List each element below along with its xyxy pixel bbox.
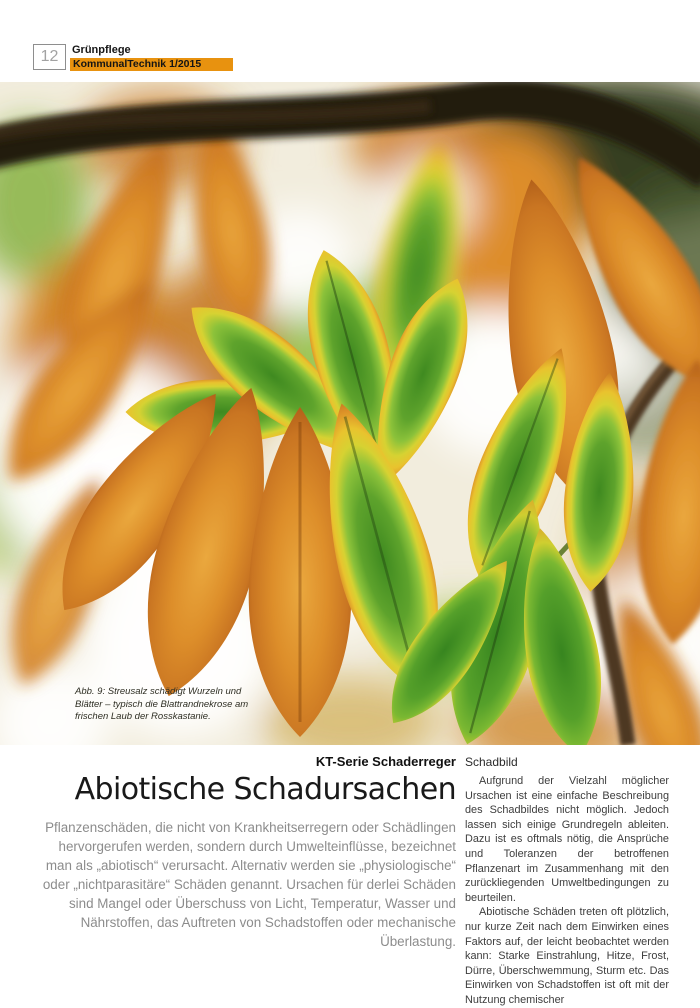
body-paragraph: Abiotische Schäden treten oft plötzlich, nur kurze Zeit nach dem Einwirken eines Faktors auf, der leicht beobachtet werden kann: Starke Einstrahlung, Hitze, Frost, Dürre, Überschwemmung, Sturm etc. Das Einwirken von Schadstoffen ist oft mit der Nutzung chemischer: [465, 906, 669, 1006]
page-number: 12: [40, 48, 59, 65]
article-title: Abiotische Schadursachen: [74, 772, 456, 807]
body-column: [465, 774, 669, 1008]
column-heading: Schadbild: [465, 755, 518, 769]
page-number-box: [33, 44, 66, 70]
article-photo: [0, 82, 700, 745]
issue-bar: KommunalTechnik 1/2015: [70, 58, 233, 71]
photo-caption: Abb. 9: Streusalz schädigt Wurzeln und Blätter – typisch die Blattrandnekrose am frischen Laub der Rosskastanie.: [75, 686, 249, 722]
section-label: Grünpflege: [72, 44, 131, 56]
article-kicker: KT-Serie Schaderreger: [315, 754, 456, 769]
body-paragraph: Aufgrund der Vielzahl möglicher Ursachen ist eine einfache Beschreibung des Schadbildes nicht möglich. Jedoch lassen sich einige Grundregeln ableiten. Dazu ist es oftmals nötig, die Ansprüche und Toleranzen der betroffenen Pflanzenart im Zusammenhang mit den zurückliegenden Umweltbedingungen zu beurteilen.: [465, 775, 669, 904]
article-lead: Pflanzenschäden, die nicht von Krankheitserregern oder Schädlingen hervorgerufen werden, sondern durch Umwelteinflüsse, bezeichnet man als „abiotisch“ verursacht. Alternativ werden sie „physiologische“ oder „nichtparasitäre“ Schäden genannt. Ursachen für derlei Schäden sind Mangel oder Überschuss von Licht, Temperatur, Wasser und Nährstoffen, das Auftreten von Schadstoffen oder mechanische Überlastung.: [42, 820, 456, 949]
leaf-photo-illustration: [0, 82, 700, 745]
